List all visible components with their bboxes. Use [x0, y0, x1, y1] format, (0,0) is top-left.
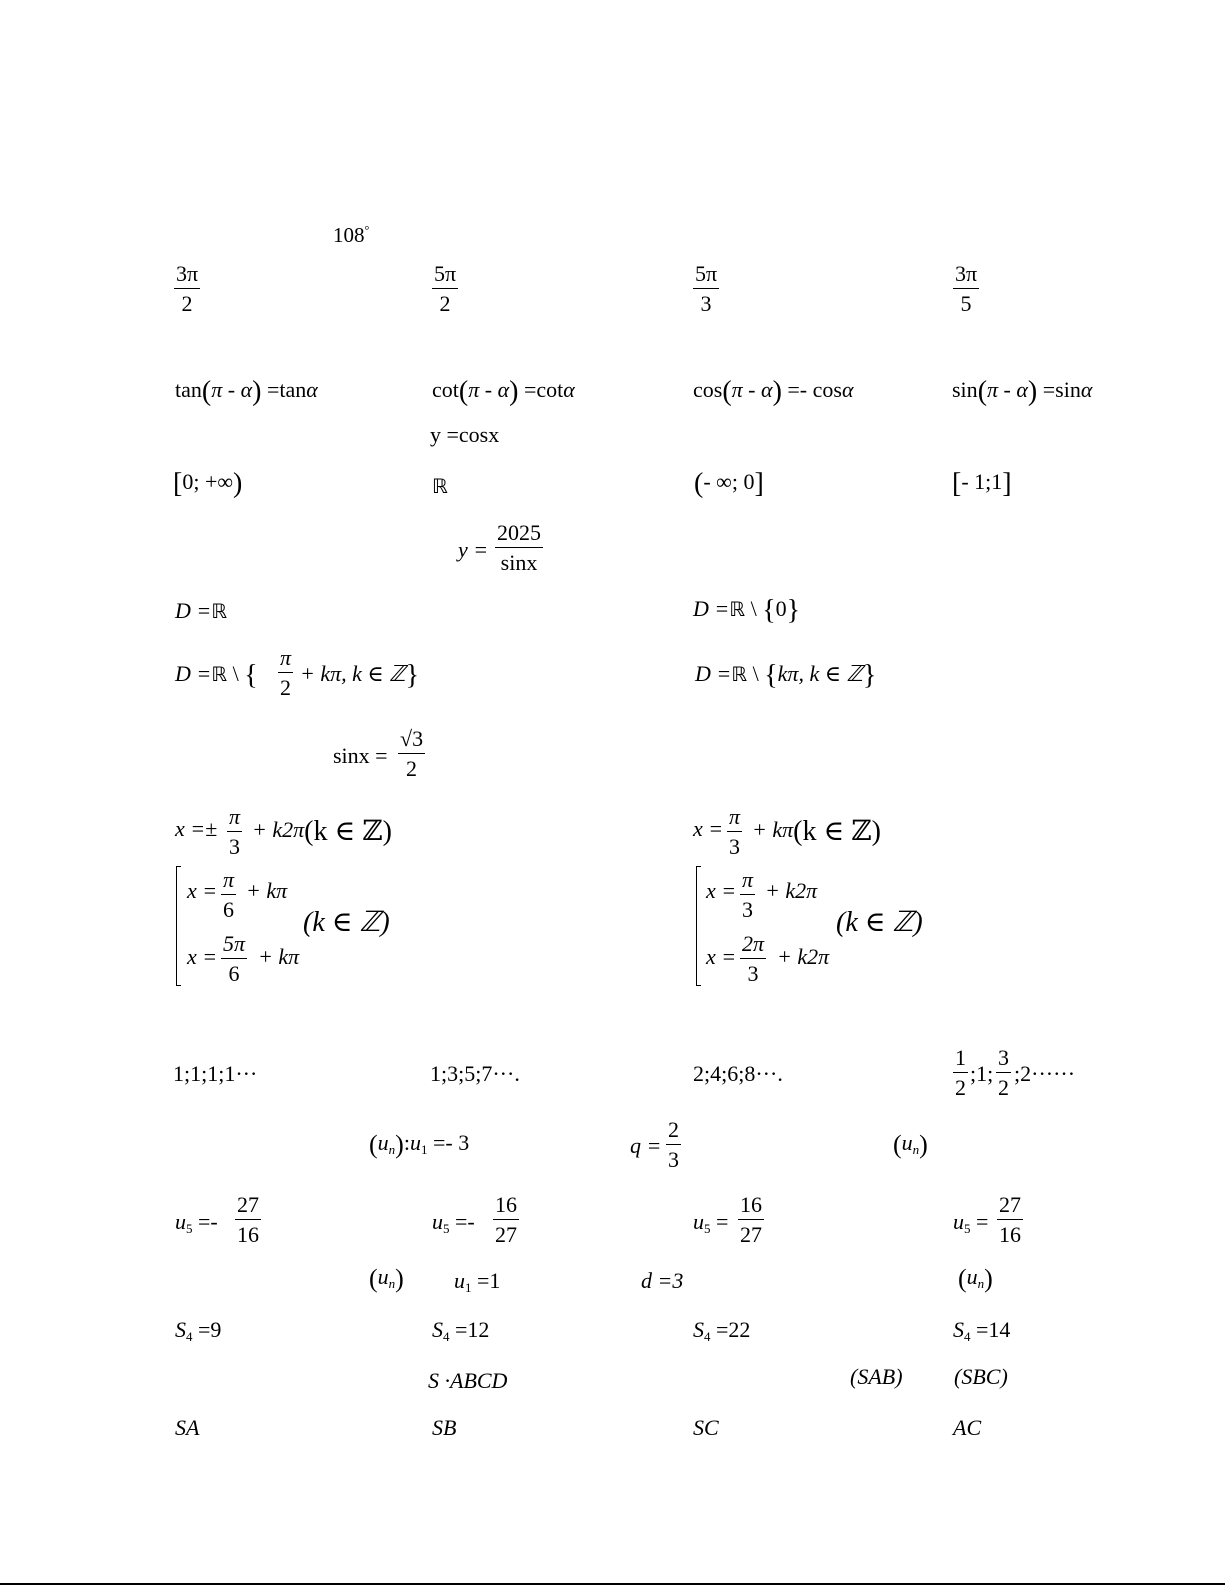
q3-function: y =cosx: [430, 422, 500, 447]
q5-option-d-line1-rest: + k2π: [765, 878, 818, 903]
q7-given-seq2: $(u_n)$: [893, 1130, 928, 1159]
q7-option-d-fraction: 27 16: [999, 1192, 1021, 1248]
q1-option-b: 5π 2: [434, 261, 457, 317]
q1-option-a: 3π 2: [176, 261, 199, 317]
q5-option-c-line1-fraction: π 6: [223, 867, 235, 923]
q5-option-d-line2-rest: + k2π: [777, 944, 830, 969]
q1-option-d: 3π 5: [955, 261, 978, 317]
q7-option-c-fraction: 16 27: [740, 1192, 762, 1248]
q7-option-c-lhs: $u_5$ =: [693, 1209, 729, 1236]
q4-option-a: D =ℝ: [175, 598, 228, 623]
q4-option-c-fraction: π 2: [280, 645, 292, 701]
q9-option-a: SA: [175, 1415, 200, 1440]
q2-option-d: sin(π - α) =sinα: [952, 376, 1093, 407]
q3-option-c: (- ∞; 0]: [694, 468, 764, 499]
q2-option-a: tan(π - α) =tanα: [175, 376, 318, 407]
q5-option-c-cond: (k ∈ ℤ): [303, 907, 390, 938]
q5-option-d-line2-fraction: 2π 3: [742, 931, 765, 987]
q5-option-c-line2-fraction: 5π 6: [223, 931, 246, 987]
q7-option-a-fraction: 27 16: [237, 1192, 259, 1248]
q5-option-c-line2-rest: + kπ: [258, 944, 300, 969]
q9-plane-2: (SBC): [954, 1364, 1008, 1389]
q9-option-b: SB: [432, 1415, 457, 1440]
q4-option-c-lhs: D =ℝ \ {: [175, 660, 258, 691]
q6-option-d-tail: ;2······: [1014, 1061, 1076, 1086]
q8-given-seq2: $(u_n)$: [958, 1264, 993, 1293]
q5-option-d-line1-lhs: x =: [706, 878, 737, 903]
q5-option-c-line1-rest: + kπ: [246, 878, 288, 903]
q8-option-d: $S_4 =14$: [953, 1317, 1011, 1344]
q5-option-a-fraction: π 3: [229, 804, 241, 860]
q6-option-a: 1;1;1;1···: [173, 1061, 258, 1086]
q7-option-d-lhs: $u_5$ =: [953, 1209, 989, 1236]
q8-option-b: $S_4 =12$: [432, 1317, 490, 1344]
q5-option-d-line2-lhs: x =: [706, 944, 737, 969]
q5-option-d-line1-fraction: π 3: [742, 867, 754, 923]
q8-option-c: $S_4 =22$: [693, 1317, 751, 1344]
q6-option-d-fraction1: 1 2: [955, 1045, 966, 1101]
q5-option-d-bracket: [696, 866, 701, 986]
q8-option-a: $S_4 =9$: [175, 1317, 222, 1344]
q5-option-c-line1-lhs: x =: [187, 878, 218, 903]
q9-pyramid: S ·ABCD: [428, 1368, 508, 1393]
q7-option-b-fraction: 16 27: [495, 1192, 517, 1248]
q5-option-b-rest: + kπ(k ∈ ℤ): [752, 816, 881, 847]
q3-option-b: ℝ: [432, 476, 448, 498]
q3-option-a: [0; +∞): [173, 468, 243, 499]
q8-given-seq: $(u_n)$: [369, 1264, 404, 1293]
q5-option-d-cond: (k ∈ ℤ): [836, 907, 923, 938]
q5-option-b-fraction: π 3: [729, 804, 741, 860]
q6-option-b: 1;3;5;7···.: [430, 1061, 520, 1086]
q7-given-ratio-lhs: q =: [630, 1133, 662, 1158]
q8-given-difference: d =3: [641, 1268, 684, 1293]
q7-given-seq: $(u_n):u_1 =- 3$: [369, 1130, 470, 1159]
q5-option-a-rest: + k2π(k ∈ ℤ): [252, 816, 392, 847]
q7-option-a-lhs: $u_5$ =-: [175, 1209, 218, 1236]
q4-function-fraction: 2025 sinx: [497, 520, 541, 576]
q5-option-b-lhs: x =: [693, 816, 724, 841]
q9-option-c: SC: [693, 1415, 719, 1440]
q1-option-c: 5π 3: [695, 261, 718, 317]
q5-option-a-lhs: x =±: [175, 816, 218, 841]
q9-plane-1: (SAB): [850, 1364, 903, 1389]
q8-given-first-term: $u_1 =1$: [454, 1268, 501, 1295]
q5-equation-fraction: √3 2: [400, 726, 424, 782]
q6-option-d-mid: ;1;: [970, 1061, 994, 1086]
q4-option-c-rest: + kπ, k ∈ ℤ}: [300, 660, 420, 691]
q3-option-d: [- 1;1]: [952, 468, 1012, 499]
q4-option-b: D =ℝ \ {0}: [693, 595, 801, 626]
q6-option-d-fraction2: 3 2: [998, 1045, 1009, 1101]
angle-value: 108°: [333, 223, 370, 247]
q5-equation-lhs: sinx =: [333, 743, 388, 768]
q4-function-lhs: y =: [458, 537, 489, 562]
q9-option-d: AC: [953, 1415, 982, 1440]
q7-option-b-lhs: $u_5$ =-: [432, 1209, 475, 1236]
q5-option-c-bracket: [176, 866, 181, 986]
q7-given-ratio-fraction: 2 3: [668, 1117, 679, 1173]
q5-option-c-line2-lhs: x =: [187, 944, 218, 969]
q6-option-c: 2;4;6;8···.: [693, 1061, 783, 1086]
q2-option-c: cos(π - α) =- cosα: [693, 376, 854, 407]
q2-option-b: cot(π - α) =cotα: [432, 376, 575, 407]
q4-option-d: D =ℝ \ {kπ, k ∈ ℤ}: [695, 660, 877, 691]
